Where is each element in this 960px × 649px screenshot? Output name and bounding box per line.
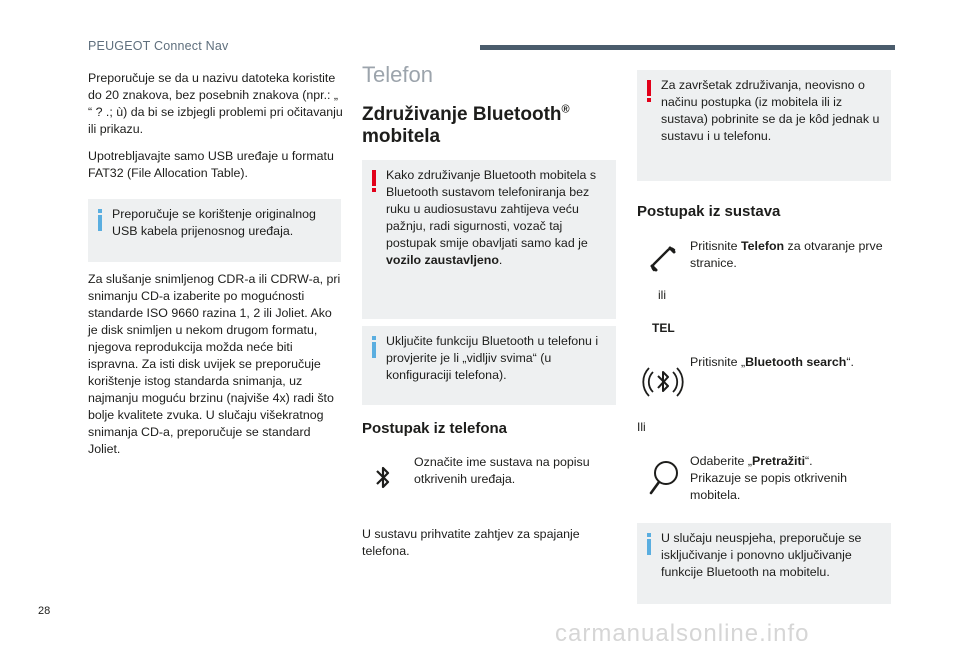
info-icon (647, 533, 651, 555)
paragraph-accept-request: U sustavu prihvatite zahtjev za spajanje telefona. (362, 527, 580, 558)
subsection-title: Združivanje Bluetooth® mobitela (362, 103, 570, 147)
info-text: Preporučuje se korištenje originalnog USB kabela prijenosnog uređaja. (112, 207, 316, 238)
info-box-retry (637, 523, 891, 604)
or-label: ili (658, 288, 666, 302)
info-box-usb-cable (88, 199, 341, 262)
info-box-bluetooth-visible (362, 326, 616, 405)
step-bluetooth-search: Pritisnite „Bluetooth search“. (690, 355, 854, 369)
warning-icon (372, 170, 376, 192)
heading-phone-procedure: Postupak iz telefona (362, 420, 508, 437)
or-label-2: Ili (637, 420, 646, 434)
header-title: PEUGEOT Connect Nav (88, 39, 229, 53)
warning-box-driver-safety (362, 160, 616, 319)
step-select-system: Označite ime sustava na popisu otkrivenih uređaja. (414, 455, 590, 486)
page-number: 28 (38, 605, 51, 617)
watermark: carmanualsonline.info (555, 620, 810, 647)
paragraph-filenames: Preporučuje se da u nazivu datoteka koristite do 20 znakova, bez posebnih znakova (npr.: „ “ ? .; ù) da bi se izbjegli problemi pri očitavanju ili prikazu. (88, 71, 343, 136)
warning-text: Za završetak združivanja, neovisno o načinu postupka (iz mobitela ili iz sustava) pobrinite se da je kôd jednak u sustavu i u telefonu. (661, 78, 880, 143)
heading-system-procedure: Postupak iz sustava (637, 203, 781, 220)
header-bar (480, 45, 895, 50)
section-title: Telefon (362, 62, 433, 87)
info-text: Uključite funkciju Bluetooth u telefonu i provjerite je li „vidljiv svima“ (u konfiguraciji telefona). (386, 334, 599, 382)
magnifier-icon (645, 458, 681, 498)
bluetooth-icon (368, 460, 398, 496)
warning-box-code-match (637, 70, 891, 181)
warning-icon (647, 80, 651, 102)
info-text: U slučaju neuspjeha, preporučuje se isključivanje i ponovno uključivanje funkcije Bluetooth na mobitelu. (661, 531, 862, 579)
paragraph-usb-format: Upotrebljavajte samo USB uređaje u formatu FAT32 (File Allocation Table). (88, 149, 334, 180)
paragraph-cd-standards: Za slušanje snimljenog CDR-a ili CDRW-a, pri snimanju CD-a izaberite po mogućnosti standarde ISO 9660 razina 1, 2 ili Joliet. Ako je disk snimljen u nekom drugom formatu, njegova reprodukcija možda neće biti ispravna. Za isti disk uvijek se preporučuje korištenje istog standarda snimanja, uz najmanju moguću brzinu (najviše 4x) radi što bolje kvalitete zvuka. U slučaju višekratnog snimanja CD-a, preporučuje se standard Joliet. (88, 272, 341, 456)
tel-button-label: TEL (652, 321, 675, 335)
bluetooth-search-icon (641, 360, 685, 404)
warning-text: Kako združivanje Bluetooth mobitela s Bluetooth sustavom telefoniranja bez ruku u audiosustavu zahtijeva veću pažnju, radi sigurnosti, vozač taj postupak smije obavljati samo kad je vozilo zaustavljeno. (386, 168, 597, 267)
phone-handset-icon (646, 240, 680, 280)
step-press-phone: Pritisnite Telefon za otvaranje prve stranice. (690, 239, 883, 270)
info-icon (98, 209, 102, 231)
info-icon (372, 336, 376, 358)
step-select-search: Odaberite „Pretražiti“. Prikazuje se popis otkrivenih mobitela. (690, 454, 848, 502)
